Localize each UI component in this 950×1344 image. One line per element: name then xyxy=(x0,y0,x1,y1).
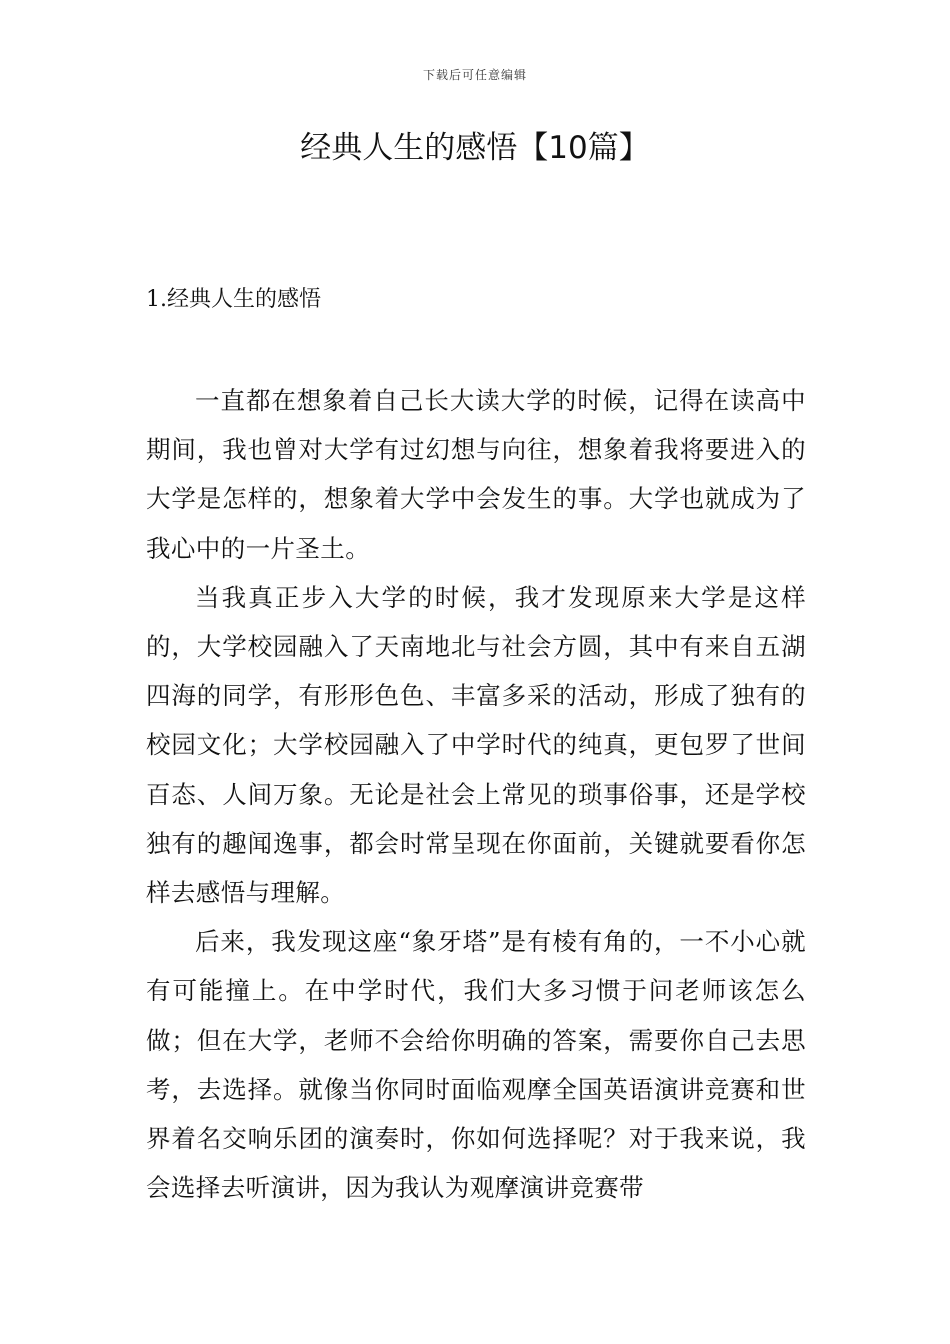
body-text xyxy=(146,376,806,1212)
section-heading: 1.经典人生的感悟 xyxy=(146,287,321,312)
document-title: 经典人生的感悟【10篇】 xyxy=(300,130,650,166)
paragraph: 一直都在想象着自己长大读大学的时候，记得在读高中期间，我也曾对大学有过幻想与向往，想象着我将要进入的大学是怎样的，想象着大学中会发生的事。大学也就成为了我心中的一片圣土。 xyxy=(146,386,806,563)
paragraph: 当我真正步入大学的时候，我才发现原来大学是这样的，大学校园融入了天南地北与社会方圆，其中有来自五湖四海的同学，有形形色色、丰富多采的活动，形成了独有的校园文化；大学校园融入了中学时代的纯真，更包罗了世间百态、人间万象。无论是社会上常见的琐事俗事，还是学校独有的趣闻逸事，都会时常呈现在你面前，关键就要看你怎样去感悟与理解。 xyxy=(146,582,806,908)
paragraph: 后来，我发现这座“象牙塔”是有棱有角的，一不小心就有可能撞上。在中学时代，我们大多习惯于问老师该怎么做；但在大学，老师不会给你明确的答案，需要你自己去思考，去选择。就像当你同时面临观摩全国英语演讲竞赛和世界着名交响乐团的演奏时，你如何选择呢？对于我来说，我会选择去听演讲，因为我认为观摩演讲竞赛带 xyxy=(146,927,806,1203)
header-note: 下载后可任意编辑 xyxy=(422,68,527,82)
